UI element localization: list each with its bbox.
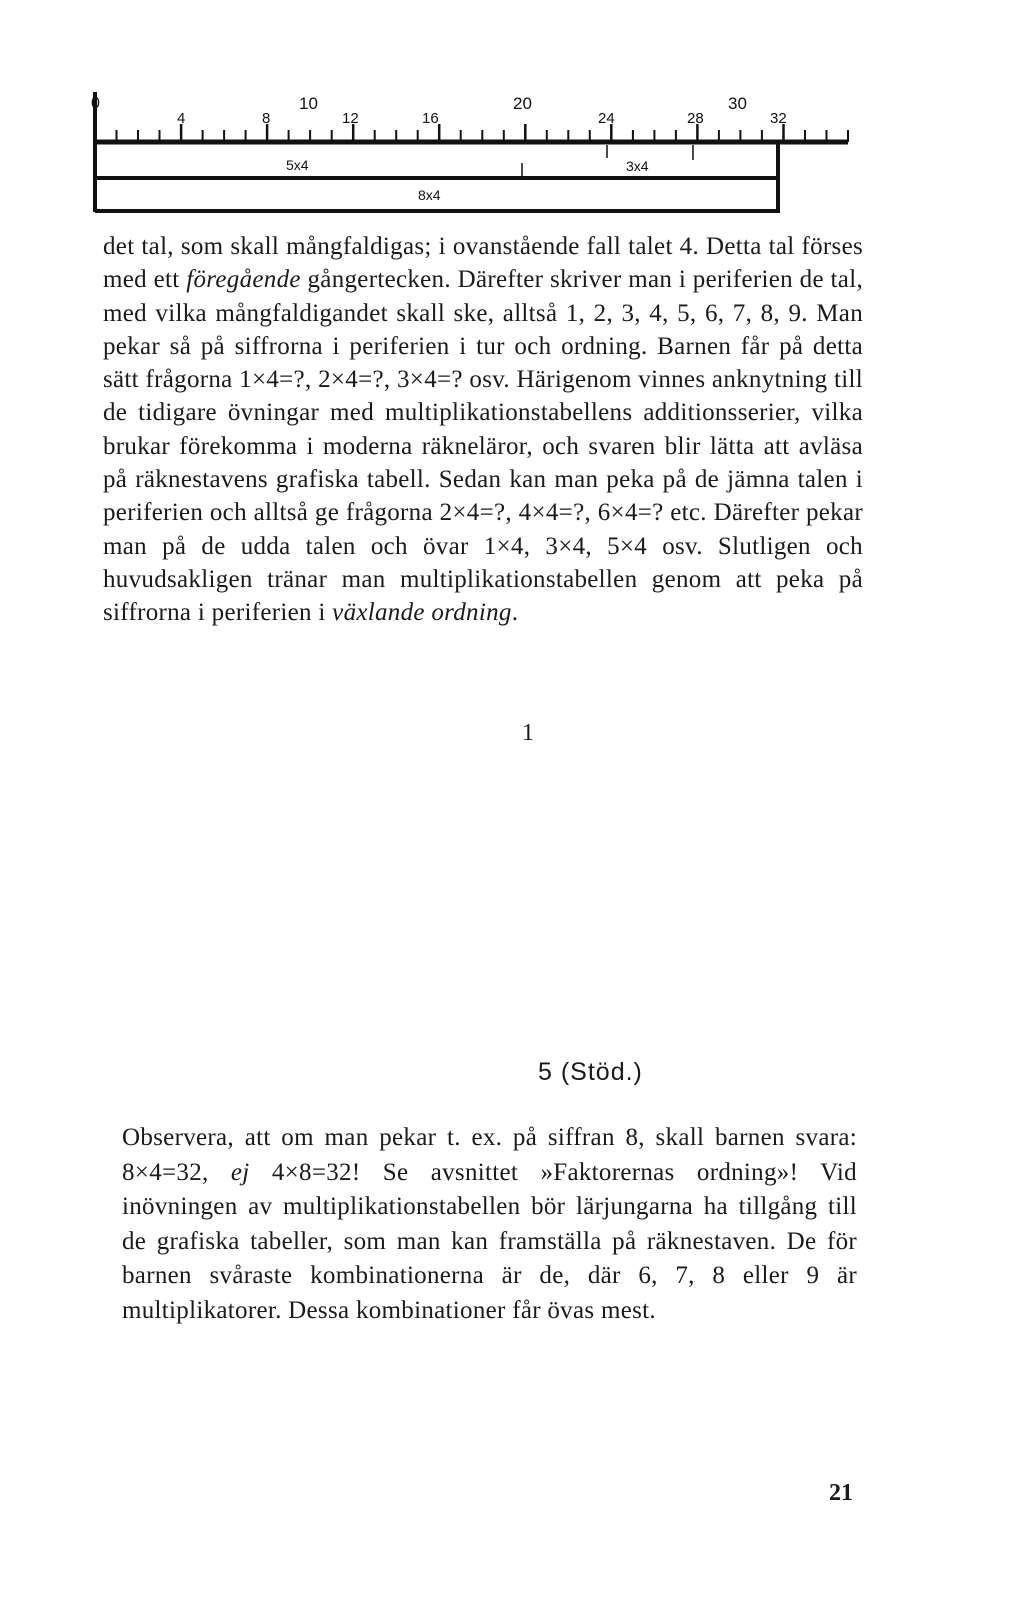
scale-label-8: 8 [262, 110, 271, 127]
scale-label-32: 32 [770, 110, 787, 127]
ruler-diagram [0, 0, 1024, 230]
scale-label-0: 0 [91, 95, 100, 112]
ruler-scale [91, 92, 848, 212]
page-number: 21 [829, 1480, 853, 1506]
emphasis-vaxlande-ordning: växlande ordning [332, 599, 512, 627]
note-paragraph [122, 1121, 857, 1328]
body-paragraph [103, 230, 863, 630]
main-text [103, 230, 863, 630]
paragraph-text-c: . [511, 599, 519, 627]
scale-label-24: 24 [598, 110, 615, 127]
note-block [122, 1121, 857, 1328]
scale-label-10: 10 [299, 94, 318, 113]
scale-label-30: 30 [728, 94, 747, 113]
paragraph-text-b: gångertecken. Därefter skriver man i periferien de tal, med vilka mångfaldigandet skall ske, alltså 1, 2, 3, 4, 5, 6, 7, 8, 9. Man pekar så på siffrorna i periferien i tur och ordning. Barnen får på detta sätt frågorna 1×4=?, 2×4=?, 3×4=? osv. Härigenom vinnes anknytning till de tidigare övningar med multiplikationstabellens additionsserier, vilka brukar förekomma i moderna räkneläror, och svaren blir lätta att avläsa på räknestavens grafiska tabell. Sedan kan man peka på de jämna talen i periferien och alltså ge frågorna 2×4=?, 4×4=?, 6×4=? etc. Därefter pekar man på de udda talen och övar 1×4, 3×4, 5×4 osv. Slutligen och huvudsakligen tränar man multiplikationstabellen genom att peka på siffrorna i periferien i [103, 266, 863, 627]
bar-label-5x4: 5x4 [286, 157, 309, 173]
emphasis-ej: ej [230, 1158, 250, 1186]
bar-label-8x4: 8x4 [418, 187, 441, 203]
scale-label-20: 20 [513, 94, 532, 113]
figure-caption: 5 (Stöd.) [538, 1058, 643, 1086]
paragraph-text-a: det tal, som skall mångfaldigas; i ovanstående fall talet 4. Detta tal förses med ett [103, 233, 863, 294]
bar-label-3x4: 3x4 [626, 158, 649, 174]
note-text-b: 4×8=32! Se avsnittet »Faktorernas ordning»! Vid inövningen av multiplikationstabellen bör lärjungarna ha tillgång till de grafiska tabeller, som man kan framställa på räknestaven. De för barnen svåraste kombinationerna är de, där 6, 7, 8 eller 9 är multiplikatorer. Dessa kombinationer får övas mest. [122, 1158, 857, 1324]
ruler-ticks [117, 124, 849, 142]
scale-label-12: 12 [342, 110, 359, 127]
emphasis-foregaende: föregående [186, 266, 301, 294]
scale-label-4: 4 [177, 110, 186, 127]
note-text-a: Observera, att om man pekar t. ex. på siffran 8, skall barnen svara: 8×4=32, [122, 1124, 857, 1186]
ruler-bars [95, 142, 778, 213]
scale-label-16: 16 [422, 110, 439, 127]
footnote-marker: 1 [522, 720, 534, 746]
scale-label-28: 28 [687, 110, 704, 127]
